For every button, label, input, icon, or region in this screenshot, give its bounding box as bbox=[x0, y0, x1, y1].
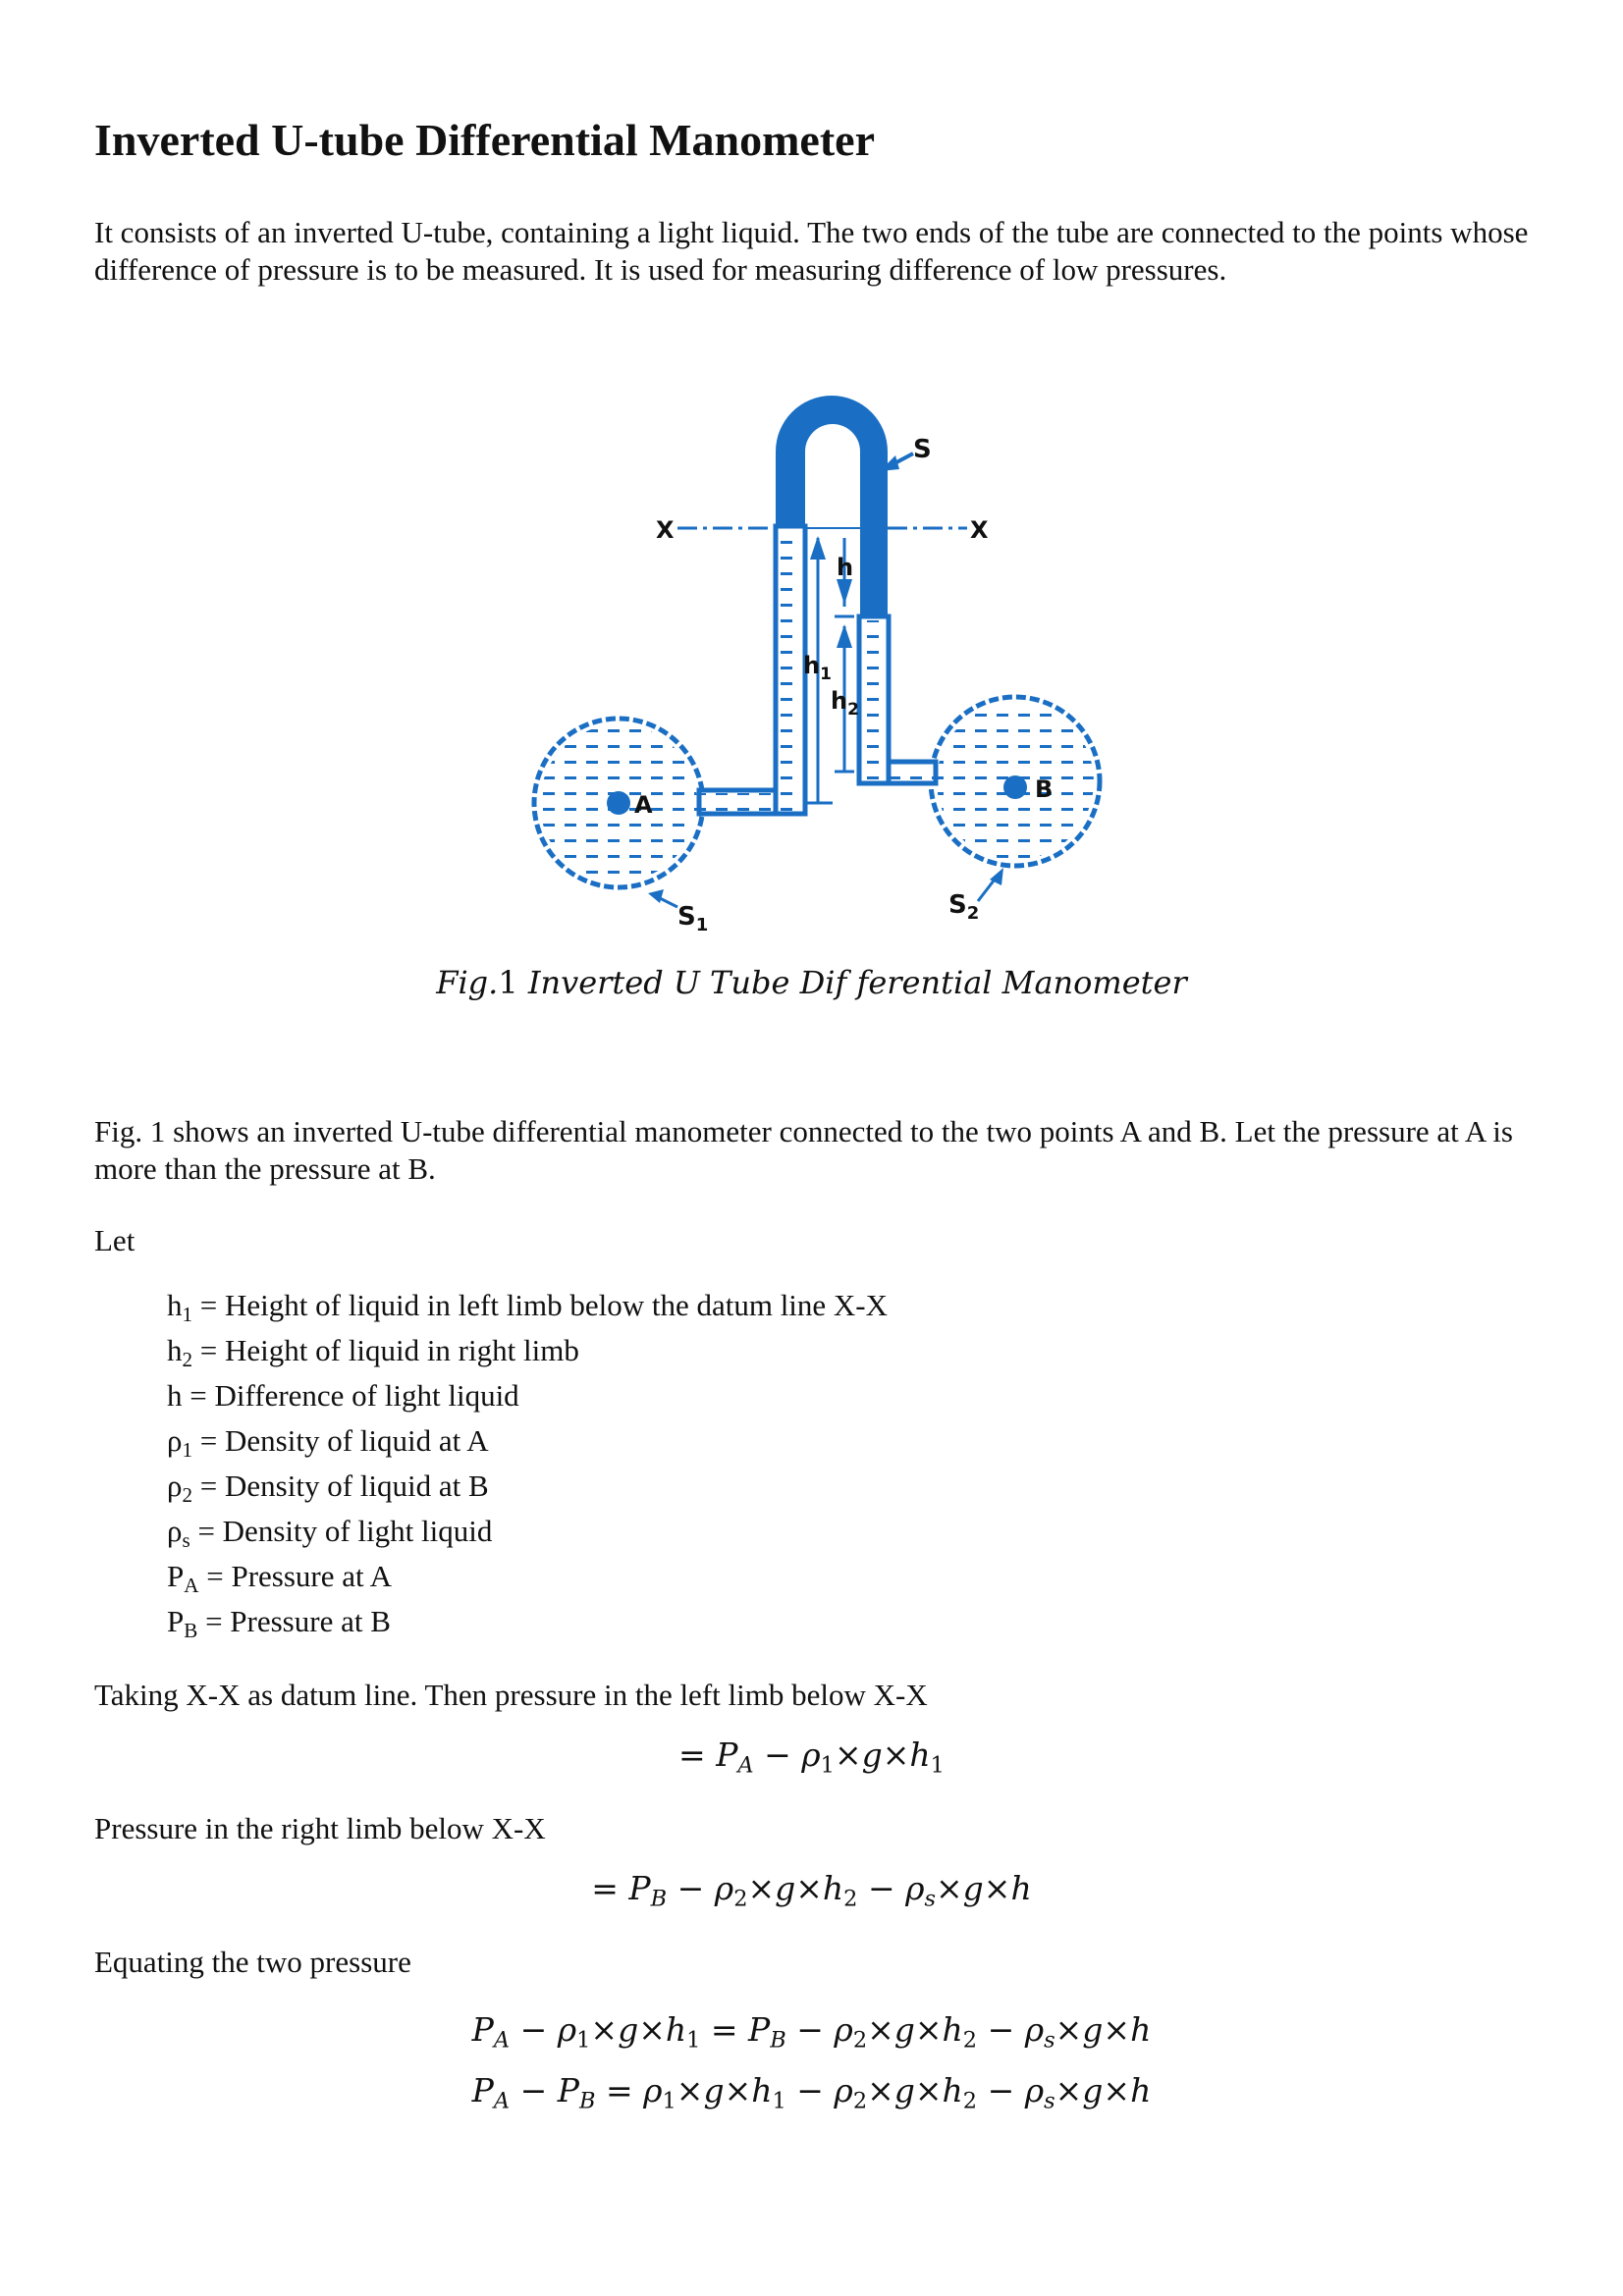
point-a-dot bbox=[607, 791, 630, 815]
taking-text: Taking X-X as datum line. Then pressure in the left limb below X-X bbox=[94, 1678, 928, 1712]
s-label: S bbox=[913, 435, 932, 464]
point-b-dot bbox=[1003, 775, 1027, 799]
def-h1: $h_1$ = Height of liquid in left limb below the datum line X-X bbox=[167, 1288, 889, 1326]
a-label: A bbox=[634, 791, 653, 819]
h1-label: $h_1$ bbox=[803, 652, 832, 684]
page-title: Inverted U-tube Differential Manometer bbox=[94, 115, 875, 165]
def-rho1: $\rho_1$ = Density of liquid at A bbox=[167, 1423, 489, 1462]
manometer-diagram bbox=[511, 378, 1119, 967]
equation-left-limb: = $P_A - \rho_1\times g\times h_1$ bbox=[678, 1735, 945, 1779]
def-rho2: $\rho_2$ = Density of liquid at B bbox=[167, 1468, 489, 1507]
def-h2: $h_2$ = Height of liquid in right limb bbox=[167, 1333, 579, 1371]
x-right-label: X bbox=[970, 516, 989, 544]
def-rhos: $\rho_s$ = Density of light liquid bbox=[167, 1514, 493, 1552]
definitions-list bbox=[167, 1283, 888, 1644]
equation-right-limb: = $P_B - \rho_2\times g\times h_2 - \rho_s\times g\times h$ bbox=[591, 1869, 1032, 1912]
h2-label: $h_2$ bbox=[831, 687, 859, 720]
s1-label: $S_1$ bbox=[677, 902, 709, 935]
figure-caption: Fig.1 Inverted U Tube Dif ferential Manometer bbox=[436, 964, 1187, 1001]
def-pa: $P_A$ = Pressure at A bbox=[167, 1559, 393, 1597]
let-label: Let bbox=[94, 1223, 135, 1257]
def-pb: $P_B$ = Pressure at B bbox=[167, 1604, 391, 1642]
x-left-label: X bbox=[656, 516, 675, 544]
b-label: B bbox=[1035, 775, 1054, 803]
def-h: h = Difference of light liquid bbox=[167, 1378, 519, 1413]
right-limb-text: Pressure in the right limb below X-X bbox=[94, 1811, 546, 1845]
s2-label: $S_2$ bbox=[948, 890, 980, 924]
intro-paragraph: It consists of an inverted U-tube, containing a light liquid. The two ends of the tube are connected to the points whose difference of pressure is to be measured. It is used for measuring difference of low pressures. bbox=[94, 215, 1529, 287]
equating-text: Equating the two pressure bbox=[94, 1945, 411, 1979]
h-label: h bbox=[837, 554, 854, 581]
equation-equate: $P_A - \rho_1\times g\times h_1 = P_B - \rho_2\times g\times h_2 - \rho_s\times g\times h$ bbox=[471, 2010, 1152, 2054]
paragraph-2: Fig. 1 shows an inverted U-tube differential manometer connected to the two points A and B. Let the pressure at A is more than the pressure at B. bbox=[94, 1114, 1513, 1186]
equation-result: $P_A - P_B = \rho_1\times g\times h_1 - \rho_2\times g\times h_2 - \rho_s\times g\times h$ bbox=[471, 2071, 1152, 2114]
